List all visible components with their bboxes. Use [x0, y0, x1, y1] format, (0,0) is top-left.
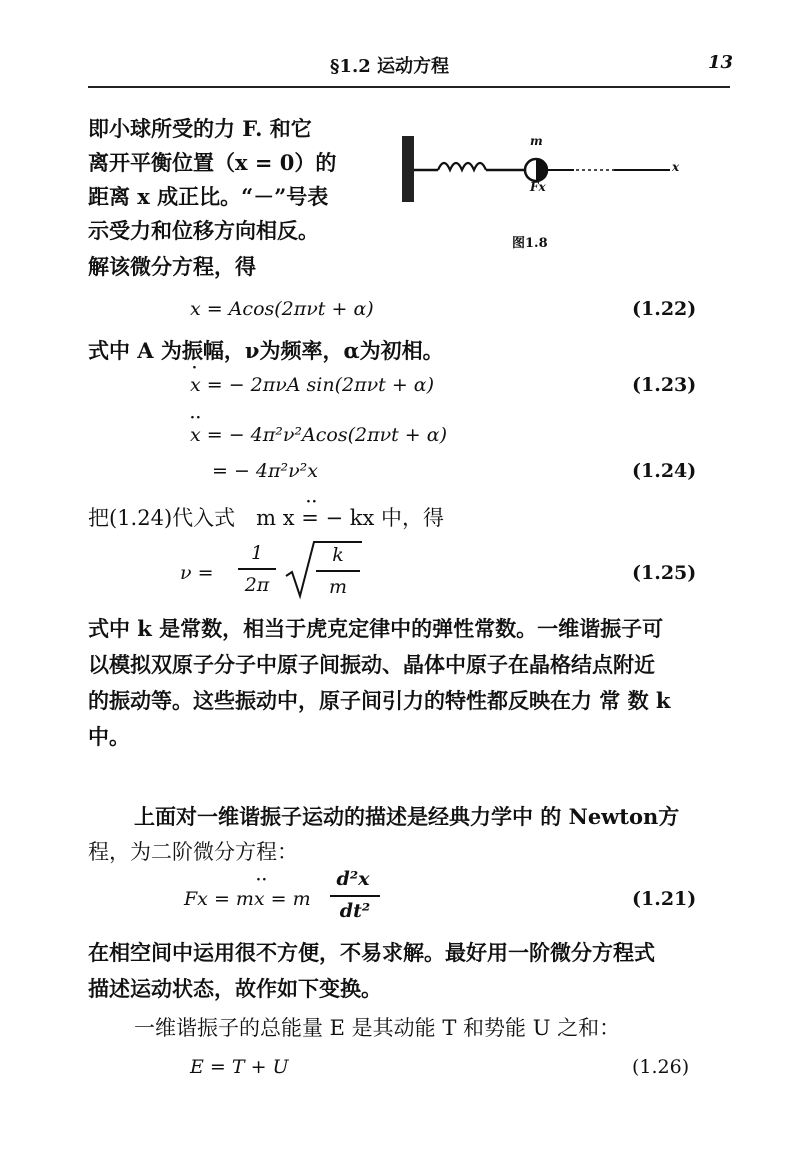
radicand-bar: [316, 570, 360, 572]
spring-mass-figure: [394, 130, 684, 210]
equation-1-24a: x = − 4π²ν²Acos(2πνt + α): [190, 424, 448, 446]
radicand-numerator: k: [332, 544, 344, 566]
para-k-line-3: 的振动等。这些振动中，原子间引力的特性都反映在力 常 数 k: [88, 688, 671, 713]
fraction-numerator: 1: [250, 542, 264, 564]
equation-number-1-23: (1.23): [632, 374, 697, 396]
equation-number-1-26: (1.26): [632, 1056, 690, 1078]
intro-line-1: 即小球所受的力 F. 和它: [88, 116, 312, 141]
intro-line-3: 距离 x 成正比。“－”号表: [88, 184, 329, 209]
fraction-bar: [238, 568, 276, 570]
page-header: [0, 52, 808, 82]
header-rule: [88, 86, 730, 88]
page-number: 13: [708, 52, 734, 73]
equation-1-21-lhs: Fx = mx = m: [184, 888, 311, 910]
double-dot-marker: ··: [306, 494, 318, 510]
equation-number-1-25: (1.25): [632, 562, 697, 584]
amplitude-note: 式中 A 为振幅，ν为频率，α为初相。: [88, 338, 444, 363]
para-k-line-1: 式中 k 是常数，相当于虎克定律中的弹性常数。一维谐振子可: [88, 616, 664, 641]
equation-1-23: x = − 2πνA sin(2πνt + α): [190, 374, 435, 396]
derivative-bar: [330, 895, 380, 897]
fraction-denominator: 2π: [244, 574, 270, 596]
mass-label: m: [530, 134, 543, 148]
equation-number-1-21: (1.21): [632, 888, 697, 910]
intro-line-4: 示受力和位移方向相反。: [88, 218, 319, 243]
para-k-line-4: 中。: [88, 724, 130, 749]
equation-1-26: E = T + U: [190, 1056, 289, 1078]
intro-line-2: 离开平衡位置（x = 0）的: [88, 150, 337, 175]
para-phase-line-2: 描述运动状态，故作如下变换。: [88, 976, 382, 1001]
wall: [402, 136, 414, 202]
double-dot-marker: ··: [190, 410, 202, 426]
radicand-denominator: m: [328, 576, 348, 598]
equation-1-22: x = Acos(2πνt + α): [190, 298, 374, 320]
equation-1-24b: = − 4π²ν²x: [212, 460, 318, 482]
spring: [438, 163, 486, 170]
para-k-line-2: 以模拟双原子分子中原子间振动、晶体中原子在晶格结点附近: [88, 652, 655, 677]
equation-number-1-22: (1.22): [632, 298, 697, 320]
para-newton-line-1: 上面对一维谐振子运动的描述是经典力学中 的 Newton方: [134, 804, 680, 829]
intro-line-5: 解该微分方程，得: [88, 254, 256, 279]
section-title: §1.2 运动方程: [330, 56, 449, 77]
energy-line: 一维谐振子的总能量 E 是其动能 T 和势能 U 之和：: [134, 1016, 621, 1040]
double-dot-marker: ··: [256, 872, 268, 888]
derivative-denominator: dt²: [339, 900, 371, 922]
para-newton-line-2: 程，为二阶微分方程：: [88, 840, 298, 864]
figure-caption: 图1.8: [512, 236, 548, 251]
dot-marker: ·: [192, 360, 198, 376]
para-phase-line-1: 在相空间中运用很不方便，不易求解。最好用一阶微分方程式: [88, 940, 655, 965]
force-label: Fx: [530, 180, 546, 194]
equation-number-1-24: (1.24): [632, 460, 697, 482]
substitution-line: 把(1.24)代入式 m x = − kx 中，得: [88, 506, 445, 530]
derivative-numerator: d²x: [336, 868, 370, 890]
equation-1-25-lhs: ν =: [180, 562, 214, 584]
x-axis-label: x: [672, 160, 680, 174]
